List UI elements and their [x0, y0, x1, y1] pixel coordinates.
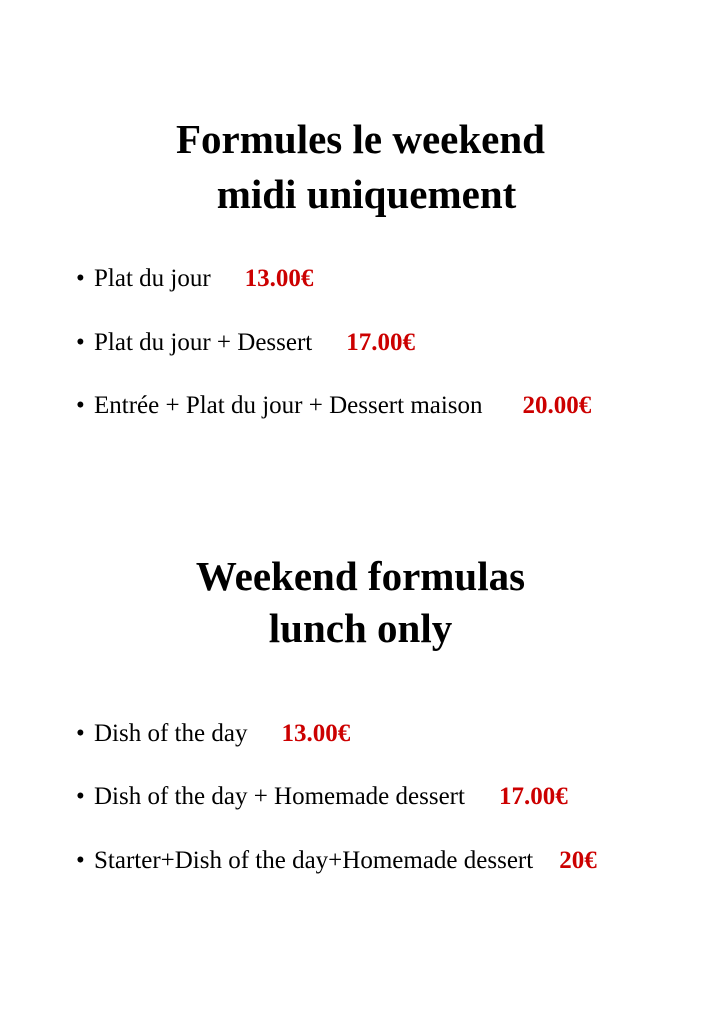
english-title-line-1: Weekend formulas: [195, 553, 526, 599]
item-price: 13.00€: [281, 720, 351, 747]
english-title-line-2: lunch only: [268, 605, 453, 651]
french-menu-item-1: [76, 264, 313, 294]
item-label: Dish of the day: [94, 720, 248, 747]
french-section-title: [0, 112, 721, 222]
english-menu-item-3: [76, 846, 597, 876]
item-price: 13.00€: [244, 265, 314, 292]
english-menu-item-2: [76, 782, 568, 812]
bullet-icon: •: [76, 720, 85, 747]
bullet-icon: •: [76, 847, 85, 874]
french-title-line-1: Formules le weekend: [176, 116, 545, 162]
item-price: 17.00€: [346, 329, 415, 356]
item-price: 20.00€: [522, 392, 592, 419]
item-label: Plat du jour: [94, 265, 211, 292]
bullet-icon: •: [76, 265, 85, 292]
bullet-icon: •: [76, 783, 85, 810]
item-label: Entrée + Plat du jour + Dessert maison: [94, 392, 483, 419]
french-menu-item-3: [76, 391, 591, 421]
english-menu-item-1: [76, 719, 350, 749]
item-price: 17.00€: [498, 783, 568, 810]
item-price: 20€: [559, 847, 597, 874]
french-menu-item-2: [76, 328, 415, 358]
item-label: Starter+Dish of the day+Homemade dessert: [94, 847, 534, 874]
bullet-icon: •: [76, 392, 85, 419]
bullet-icon: •: [76, 329, 85, 356]
item-label: Plat du jour + Dessert: [94, 329, 313, 356]
english-section-title: [0, 550, 721, 654]
french-title-line-2: midi uniquement: [216, 171, 517, 217]
item-label: Dish of the day + Homemade dessert: [94, 783, 465, 810]
